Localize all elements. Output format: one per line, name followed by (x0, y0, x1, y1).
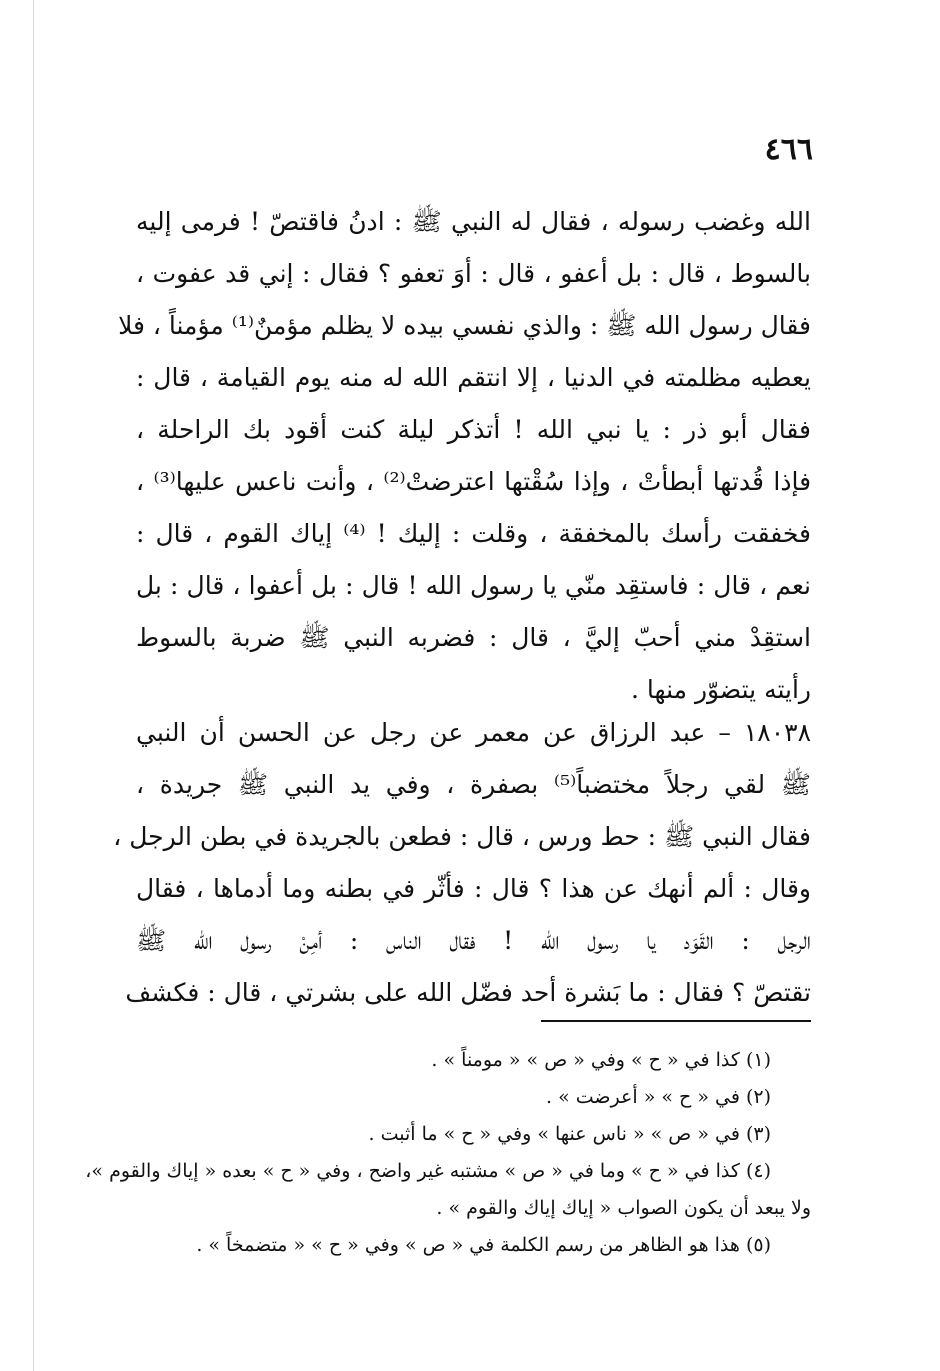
footnote: (٤) كذا في « ح » وما في « ص » مشتبه غير واضح ، وفي « ح » بعده « إياك والقوم »، (85, 1160, 771, 1182)
text-line: تقتصّ ؟ فقال : ما بَشرة أحد فضّل الله على بشرتي ، قال : فكشف (125, 978, 811, 1007)
footnote: (٥) هذا هو الظاهر من رسم الكلمة في « ص » وفي « ح » « متضمخاً » . (196, 1234, 771, 1256)
footnote: (١) كذا في « ح » وفي « ص » « مومناً » . (431, 1049, 771, 1071)
text-line: استقِدْ مني أحبّ إليَّ ، قال : فضربه النبي ﷺ ضربة بالسوط (136, 623, 811, 652)
text-line: فقال النبي ﷺ : حط ورس ، قال : فطعن بالجريدة في بطن الرجل ، (113, 822, 811, 851)
text-line: ﷺ لقي رجلاً مختضباً⁽⁵⁾ بصفرة ، وفي يد النبي ﷺ جريدة ، (136, 770, 811, 799)
page-edge-line (33, 0, 34, 1371)
footnote-separator (541, 1020, 811, 1022)
text-line: نعم ، قال : فاستقِد منّي يا رسول الله ! قال : بل أعفوا ، قال : بل (136, 571, 811, 600)
text-line: يعطيه مظلمته في الدنيا ، إلا انتقم الله له منه يوم القيامة ، قال : (136, 363, 811, 392)
footnote-continuation: ولا يبعد أن يكون الصواب « إياك إياك والقوم » . (436, 1197, 811, 1219)
footnote: (٢) في « ح » « أعرضت » . (546, 1086, 771, 1108)
paragraph-2 (113, 707, 811, 1019)
text-line: فإذا قُدتها أبطأتْ ، وإذا سُقْتها اعترضتْ⁽²⁾ ، وأنت ناعس عليها⁽³⁾ ، (136, 467, 812, 496)
paragraph-1 (118, 196, 812, 716)
text-line: الرجل : القَوَد يا رسول الله ! فقال الناس : أمِنْ رسول الله ﷺ (136, 926, 811, 955)
text-line: فخفقت رأسك بالمخفقة ، وقلت : إليك ! ⁽⁴⁾ إياك القوم ، قال : (136, 519, 811, 548)
footnote: (٣) في « ص » « ناس عنها » وفي « ح » ما أثبت . (368, 1123, 771, 1145)
page-number: ٤٦٦ (764, 132, 813, 167)
text-line: فقال أبو ذر : يا نبي الله ! أتذكر ليلة كنت أقود بك الراحلة ، (136, 415, 811, 444)
text-line: بالسوط ، قال : بل أعفو ، قال : أوَ تعفو ؟ فقال : إني قد عفوت ، (136, 259, 811, 288)
text-line: رأيته يتضوّر منها . (631, 675, 811, 704)
text-line: الله وغضب رسوله ، فقال له النبي ﷺ : ادنُ فاقتصّ ! فرمى إليه (136, 207, 811, 236)
text-line: ١٨٠٣٨ – عبد الرزاق عن معمر عن رجل عن الحسن أن النبي (136, 718, 811, 747)
footnotes (85, 1042, 811, 1264)
text-line: وقال : ألم أنهك عن هذا ؟ قال : فأثّر في بطنه وما أدماها ، فقال (136, 874, 811, 903)
text-line: فقال رسول الله ﷺ : والذي نفسي بيده لا يظلم مؤمنٌ⁽¹⁾ مؤمناً ، فلا (118, 311, 811, 340)
